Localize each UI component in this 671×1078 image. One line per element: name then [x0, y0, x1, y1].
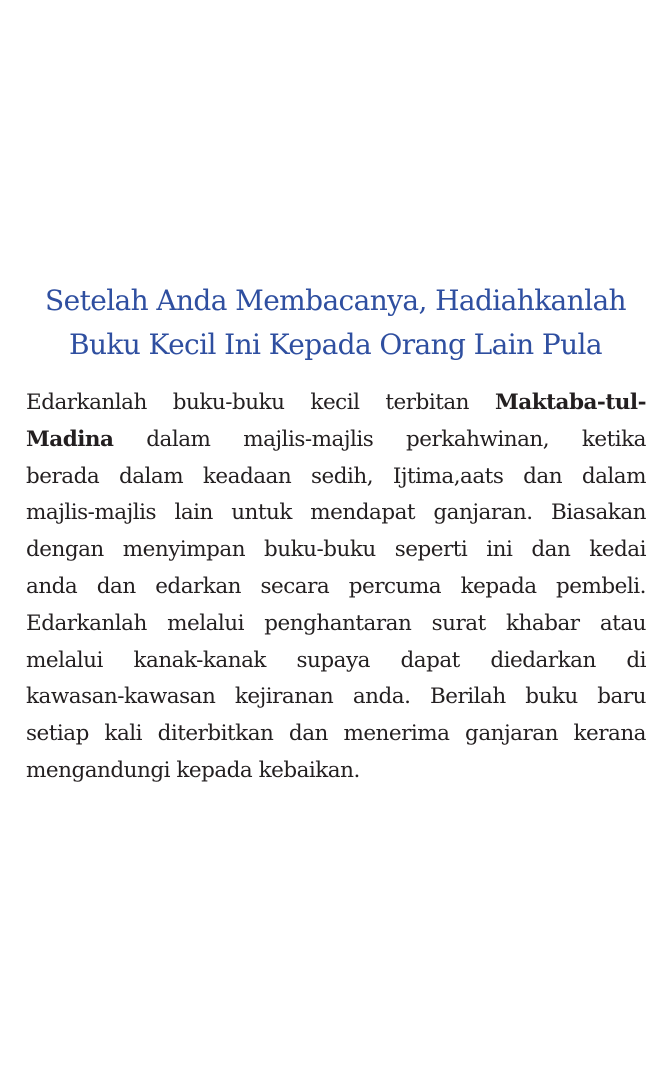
body-line: berada dalam keadaan sedih, Ijtima,aats dan dalam [26, 463, 646, 489]
page-title [20, 279, 651, 367]
body-line [26, 422, 646, 459]
body-text-segment: Edarkanlah buku-buku kecil terbitan [26, 390, 495, 415]
body-line: melalui kanak-kanak supaya dapat diedarkan di [26, 647, 646, 673]
body-line: mengandungi kepada kebaikan. [26, 757, 360, 783]
publisher-name: Maktaba-tul- [494, 390, 646, 415]
body-line: kawasan-kawasan kejiranan anda. Berilah buku baru [26, 684, 646, 710]
publisher-name: Madina [26, 426, 114, 452]
body-line [26, 385, 646, 422]
body-paragraph [26, 385, 646, 790]
title-line-2: Buku Kecil Ini Kepada Orang Lain Pula [69, 328, 602, 361]
body-line: majlis-majlis lain untuk mendapat ganjaran. Biasakan [26, 500, 646, 526]
title-line-1: Setelah Anda Membacanya, Hadiahkanlah [45, 284, 626, 317]
body-line: dengan menyimpan buku-buku seperti ini dan kedai [26, 537, 646, 563]
body-line: anda dan edarkan secara percuma kepada pembeli. [26, 573, 646, 599]
body-text-segment: dalam majlis-majlis perkahwinan, ketika [113, 426, 646, 452]
body-line: setiap kali diterbitkan dan menerima ganjaran kerana [26, 721, 646, 747]
body-line: Edarkanlah melalui penghantaran surat khabar atau [26, 610, 646, 636]
